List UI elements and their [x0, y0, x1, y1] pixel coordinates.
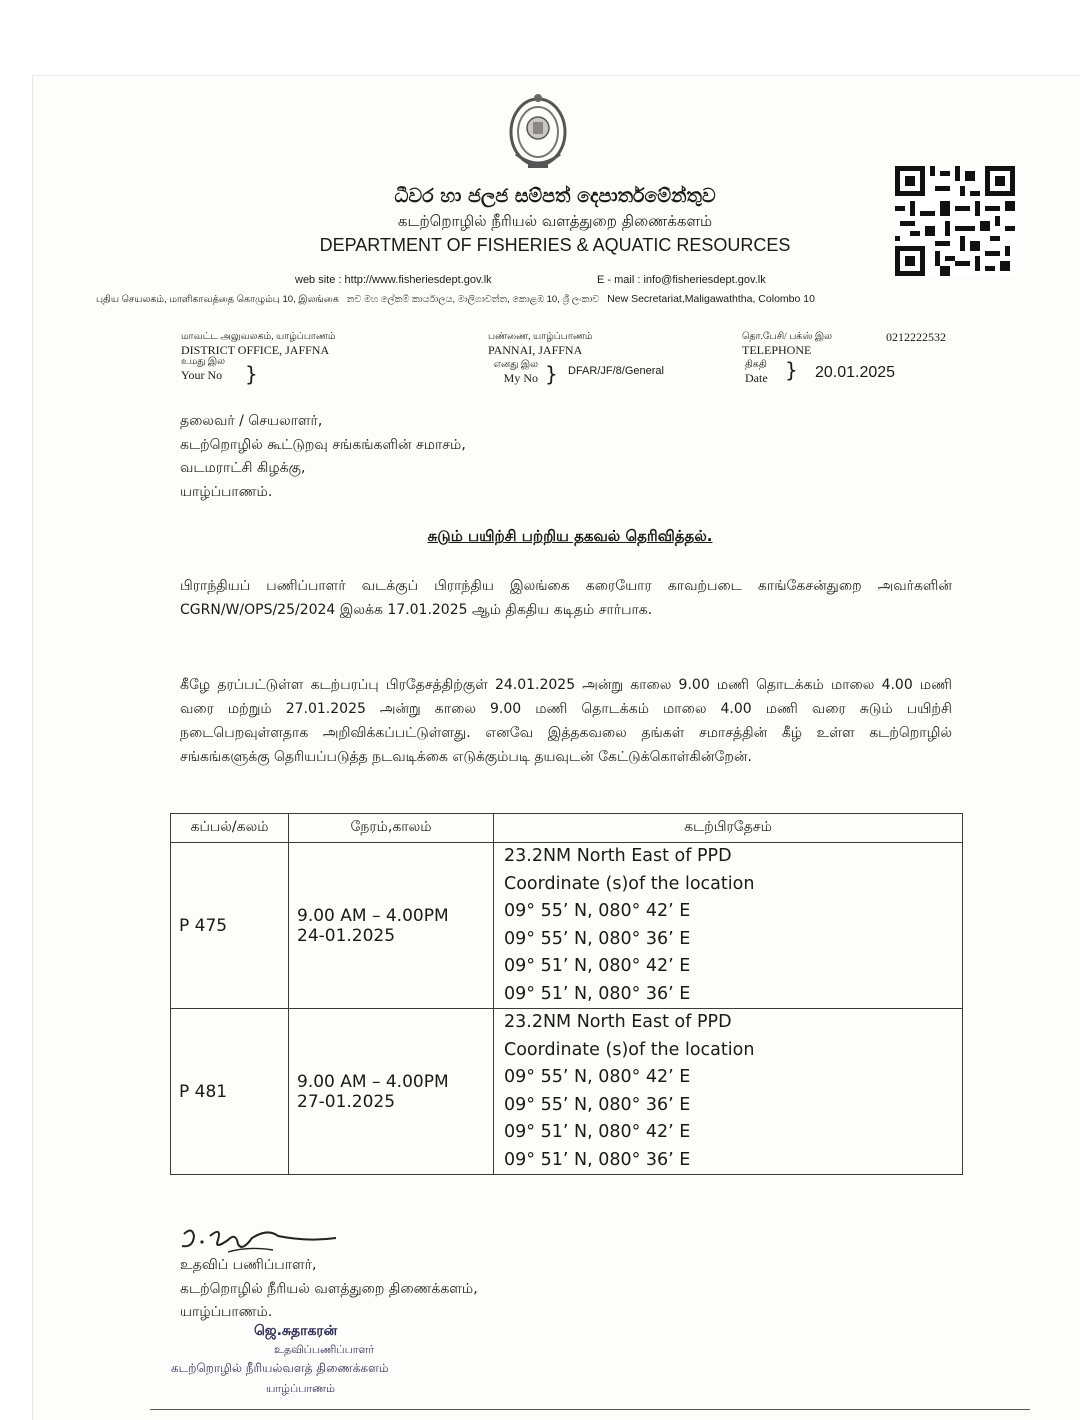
date-value: 20.01.2025 — [815, 364, 896, 381]
recipient-line-1: தலைவர் / செயலாளர், — [180, 413, 323, 429]
date-label-block — [745, 360, 768, 385]
coordinate: 09° 51’ N, 080° 36’ E — [504, 1149, 691, 1170]
address-tamil: புதிய செயலகம், மாளிகாவத்தை கொழும்பு 10, இலங்கை — [96, 294, 339, 305]
address-sinhala: නව මහ ලේකම් කාර්යාලය, මාලිගාවත්ත, කොළඹ 10, ශ්‍රී ලංකාව — [346, 294, 600, 305]
my-no-tamil: எனது இல — [493, 360, 538, 370]
vessel-cell: P 481 — [171, 1009, 289, 1175]
header-area: கடற்பிரதேசம் — [494, 814, 963, 843]
coordinate: 09° 51’ N, 080° 36’ E — [504, 983, 691, 1004]
area-line: Coordinate (s)of the location — [504, 1039, 755, 1060]
telephone-value: 0212222532 — [886, 330, 946, 344]
department-name-tamil: கடற்றொழில் நீரியல் வளத்துறை திணைக்களம் — [397, 212, 713, 230]
my-no-value: DFAR/JF/8/General — [568, 365, 664, 377]
signatory-block — [180, 1254, 478, 1325]
recipient-line-4: யாழ்ப்பாணம். — [180, 483, 273, 500]
pannai-block — [488, 332, 593, 357]
header-time: நேரம்,காலம் — [289, 814, 494, 843]
area-line: 23.2NM North East of PPD — [504, 846, 732, 866]
office-tamil: மாவட்ட அலுவலகம், யாழ்ப்பாணம் — [181, 332, 336, 342]
recipient-line-2: கடற்றொழில் கூட்டுறவு சங்கங்களின் சமாசம், — [180, 436, 466, 453]
area-line: 23.2NM North East of PPD — [504, 1012, 732, 1032]
signatory-department: கடற்றொழில் நீரியல் வளத்துறை திணைக்களம், — [180, 1280, 478, 1297]
telephone-english: TELEPHONE — [742, 343, 812, 357]
brace-date: } — [785, 358, 798, 382]
telephone-block — [742, 332, 832, 357]
address-english: New Secretariat,Maligawaththa, Colombo 10 — [607, 293, 815, 305]
department-name-english: DEPARTMENT OF FISHERIES & AQUATIC RESOURCES — [319, 235, 791, 255]
coordinate: 09° 55’ N, 080° 36’ E — [504, 1094, 691, 1115]
telephone-tamil: தொ.பேசி/ பக்ஸ் இல — [742, 332, 833, 342]
website-text: web site : http://www.fisheriesdept.gov.lk — [295, 274, 492, 286]
time-cell — [289, 843, 494, 1009]
your-no-tamil: உமது இல — [181, 357, 226, 367]
date-english: Date — [745, 371, 768, 385]
body-paragraph-1: பிராந்தியப் பணிப்பாளர் வடக்குப் பிராந்திய இலங்கை கரையோர காவற்படை காங்கேசன்துறை அவர்களின் CGRN/W/OPS/25/2024 இலக்க 17.01.2025 ஆம் திகதிய கடிதம் சார்பாக. — [180, 578, 952, 618]
time-cell — [289, 1009, 494, 1175]
email-text: E - mail : info@fisheriesdept.gov.lk — [597, 274, 766, 286]
body-paragraph-2: கீழே தரப்பட்டுள்ள கடற்பரப்பு பிரதேசத்திற்குள் 24.01.2025 அன்று காலை 9.00 மணி தொடக்கம் மாலை 4.00 மணி வரை மற்றும் 27.01.2025 அன்று காலை 9.00 மணி தொடக்கம் மாலை 4.00 மணி வரை சுடும் பயிற்சி நடைபெறவுள்ளதாக அறிவிக்கப்பட்டுள்ளது. எனவே இத்தகவலை தங்கள் சமாசத்தின் கீழ் உள்ள கடற்றொழில் சங்கங்களுக்கு தெரியப்படுத்த நடவடிக்கை எடுக்கும்படி தயவுடன் கேட்டுக்கொள்கின்றேன். — [180, 677, 952, 765]
exercise-date: 27-01.2025 — [297, 1091, 396, 1112]
brace-your-no: } — [245, 362, 258, 386]
vessel-cell: P 475 — [171, 843, 289, 1009]
recipient-line-3: வடமராட்சி கிழக்கு, — [180, 460, 306, 476]
stamp-name: ஜெ.சுதாகரன் — [254, 1323, 338, 1339]
coordinate: 09° 55’ N, 080° 42’ E — [504, 901, 691, 921]
my-no-english: My No — [503, 371, 538, 385]
stamp-title: உதவிப்பணிப்பாளர் — [274, 1343, 375, 1356]
area-line: Coordinate (s)of the location — [504, 873, 755, 894]
area-cell — [494, 843, 963, 1009]
coordinate: 09° 55’ N, 080° 36’ E — [504, 928, 691, 949]
department-name-sinhala: ධීවර හා ජලජ සම්පත් දෙපාර්තමේන්තුව — [394, 185, 716, 207]
coordinate: 09° 51’ N, 080° 42’ E — [504, 1122, 691, 1142]
office-english: DISTRICT OFFICE, JAFFNA — [181, 343, 330, 357]
coordinate: 09° 55’ N, 080° 42’ E — [504, 1067, 691, 1087]
exercise-date: 24-01.2025 — [297, 925, 396, 946]
header-vessel: கப்பல்/கலம் — [171, 814, 289, 843]
pannai-english: PANNAI, JAFFNA — [488, 343, 583, 357]
recipient-address — [180, 410, 466, 504]
coordinate: 09° 51’ N, 080° 42’ E — [504, 956, 691, 976]
your-no-english: Your No — [181, 368, 223, 382]
my-no-label-block — [488, 360, 538, 385]
address-line — [96, 293, 1036, 306]
date-tamil: திகதி — [745, 360, 767, 370]
time-range: 9.00 AM – 4.00PM — [297, 1071, 449, 1092]
time-range: 9.00 AM – 4.00PM — [297, 905, 449, 926]
firing-exercise-table — [170, 813, 963, 1175]
brace-my-no: } — [545, 362, 558, 386]
table-row — [171, 1009, 963, 1175]
district-office-block — [181, 332, 336, 382]
table-row — [171, 843, 963, 1009]
signatory-city: யாழ்ப்பாணம். — [180, 1304, 273, 1320]
signatory-title: உதவிப் பணிப்பாளர், — [180, 1257, 317, 1273]
letter-subject: சுடும் பயிற்சி பற்றிய தகவல் தெரிவித்தல். — [427, 527, 713, 545]
stamp-department: கடற்றொழில் நீரியல்வளத் திணைக்களம் — [171, 1361, 389, 1375]
stamp-city: யாழ்ப்பாணம் — [266, 1382, 335, 1395]
table-header-row — [171, 814, 963, 843]
pannai-tamil: பண்ணை, யாழ்ப்பாணம் — [488, 332, 593, 342]
sri-lanka-emblem-icon — [502, 92, 574, 176]
bottom-divider — [150, 1409, 1030, 1410]
area-cell — [494, 1009, 963, 1175]
